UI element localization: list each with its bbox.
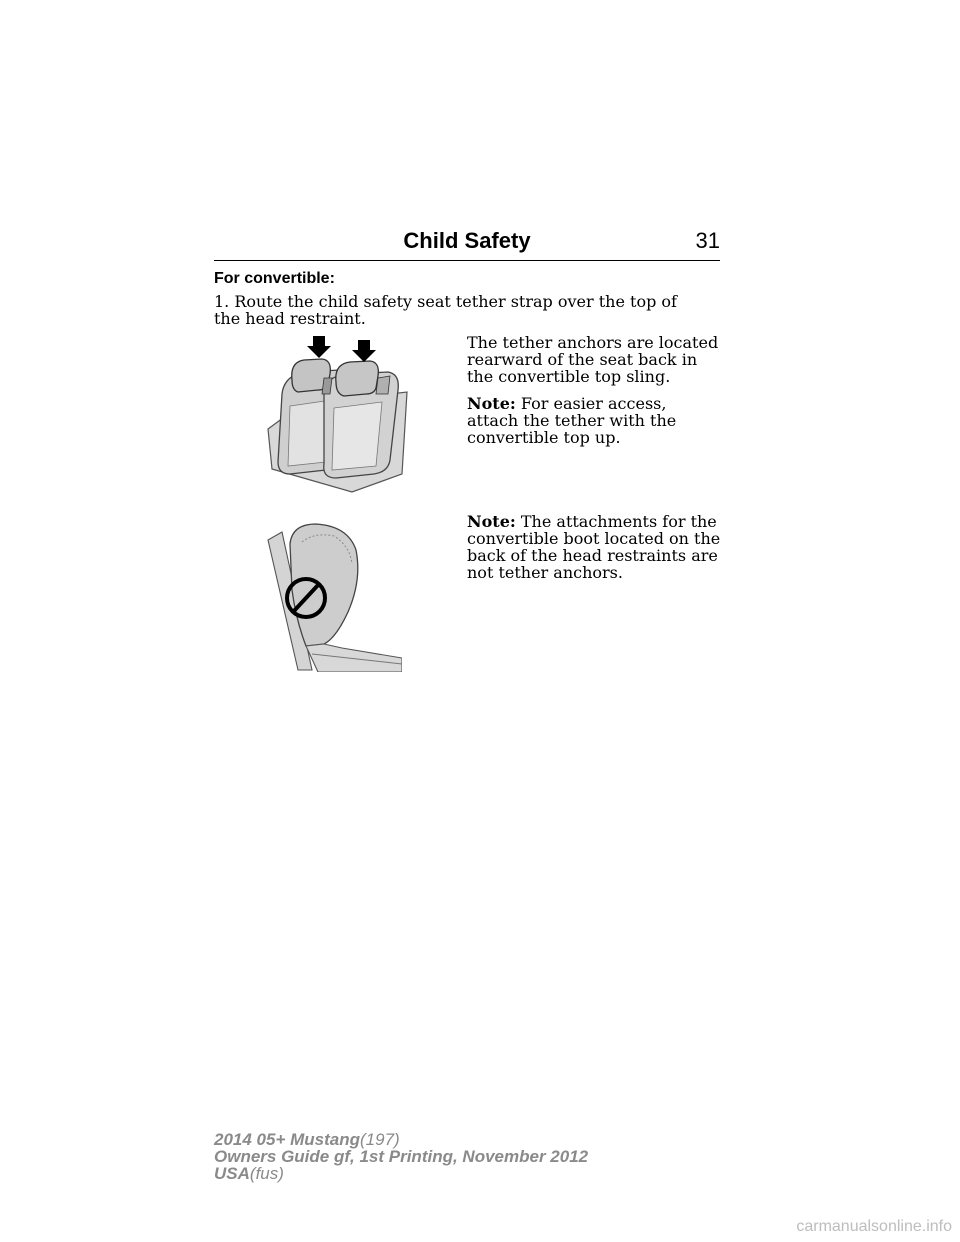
section-title: Child Safety: [403, 228, 531, 253]
watermark: carmanualsonline.info: [796, 1218, 952, 1235]
note-paragraph: [467, 395, 722, 446]
down-arrow-icon: [352, 340, 376, 362]
anchor-location-paragraph: The tether anchors are located rearward of the seat back in the convertible top sling.: [467, 333, 719, 386]
footer-line-2: Owners Guide gf, 1st Printing, November 2012: [214, 1147, 589, 1166]
footer-model-code: (197): [360, 1130, 400, 1149]
footer-market: USA: [214, 1164, 250, 1183]
note-label: Note:: [467, 512, 516, 531]
head-restraint-prohibited-illustration: [262, 520, 402, 672]
step-1: 1. Route the child safety seat tether strap over the top of the head restraint.: [214, 292, 677, 328]
rear-seat-tether-illustration: [262, 334, 412, 494]
note-label: Note:: [467, 394, 516, 413]
footer-market-code: (fus): [249, 1164, 284, 1183]
tether-anchor-text: [467, 334, 722, 456]
note-text: For easier access, attach the tether with the convertible top up.: [467, 394, 677, 447]
page-number: 31: [695, 228, 720, 253]
footer-line-3: [214, 1165, 588, 1182]
page-footer: [214, 1131, 588, 1182]
footer-line-1: [214, 1131, 588, 1148]
subheading: For convertible:: [214, 270, 335, 287]
down-arrow-icon: [307, 336, 331, 358]
note-paragraph: [467, 513, 722, 581]
footer-model: 2014 05+ Mustang: [214, 1130, 360, 1149]
note-text: The attachments for the convertible boot located on the back of the head restraints are not tether anchors.: [467, 512, 721, 582]
attachments-note: [467, 513, 722, 591]
page-header: [214, 228, 720, 261]
